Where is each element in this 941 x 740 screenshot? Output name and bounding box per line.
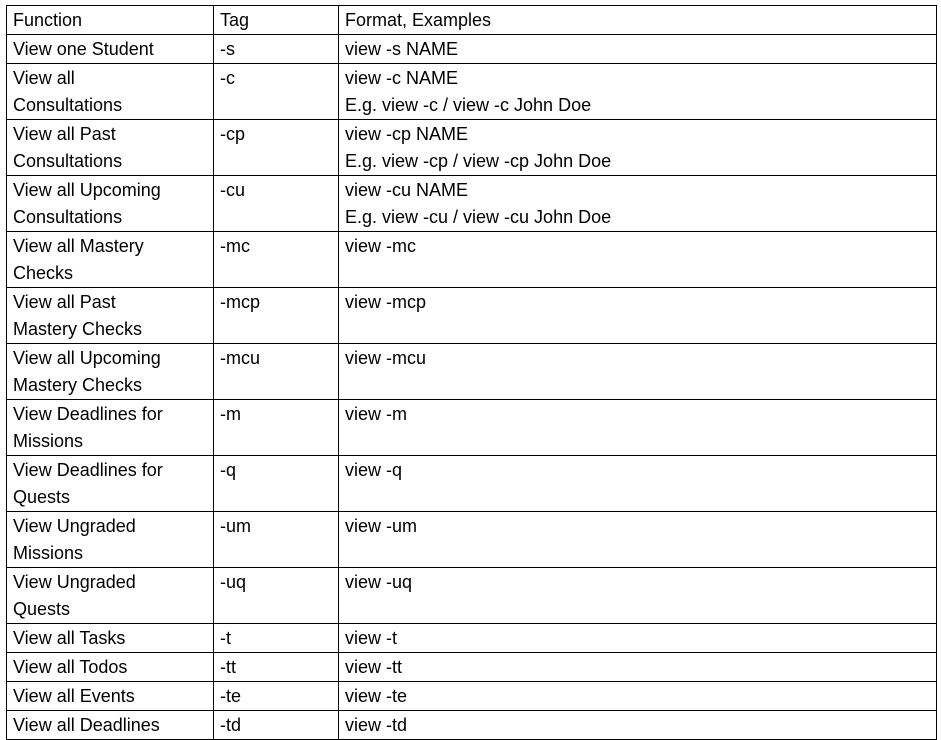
format-text: view -cu NAME <box>345 180 469 200</box>
table-row <box>7 512 937 568</box>
table-row <box>7 288 937 344</box>
format-text: view -s NAME <box>345 39 459 59</box>
function-text: View all Past <box>13 124 116 144</box>
format-text: view -c NAME <box>345 68 459 88</box>
format-cell <box>339 120 937 176</box>
function-cell <box>7 400 214 456</box>
table-row <box>7 711 937 740</box>
function-text: Quests <box>13 599 71 619</box>
tag-cell: -cu <box>214 176 339 232</box>
function-cell <box>7 456 214 512</box>
function-text: View all Todos <box>13 657 128 677</box>
function-text: View all Upcoming <box>13 180 161 200</box>
function-cell <box>7 232 214 288</box>
function-text: Mastery Checks <box>13 319 143 339</box>
function-cell <box>7 64 214 120</box>
table-row <box>7 653 937 682</box>
function-text: Missions <box>13 543 84 563</box>
function-text: Consultations <box>13 151 123 171</box>
format-text: view -td <box>345 715 408 735</box>
function-text: View all Upcoming <box>13 348 161 368</box>
function-text: View all Events <box>13 686 135 706</box>
tag-cell: -s <box>214 35 339 64</box>
table-row <box>7 456 937 512</box>
table-row <box>7 624 937 653</box>
format-cell <box>339 35 937 64</box>
function-cell <box>7 344 214 400</box>
function-cell <box>7 512 214 568</box>
function-text: Mastery Checks <box>13 375 143 395</box>
format-cell <box>339 400 937 456</box>
format-cell <box>339 176 937 232</box>
table-row <box>7 176 937 232</box>
function-cell <box>7 176 214 232</box>
table-body <box>7 35 937 740</box>
tag-cell: -te <box>214 682 339 711</box>
format-cell <box>339 344 937 400</box>
function-text: Checks <box>13 263 74 283</box>
format-text: view -uq <box>345 572 413 592</box>
function-cell <box>7 35 214 64</box>
format-text: view -q <box>345 460 403 480</box>
function-text: View Ungraded <box>13 516 136 536</box>
format-cell <box>339 288 937 344</box>
tag-cell: -q <box>214 456 339 512</box>
function-text: View all Past <box>13 292 116 312</box>
tag-cell: -tt <box>214 653 339 682</box>
table-row <box>7 232 937 288</box>
function-cell <box>7 568 214 624</box>
function-text: View all Mastery <box>13 236 144 256</box>
format-cell <box>339 682 937 711</box>
function-cell <box>7 288 214 344</box>
tag-cell: -uq <box>214 568 339 624</box>
table-row <box>7 400 937 456</box>
format-text: view -cp NAME <box>345 124 469 144</box>
function-text: View Ungraded <box>13 572 136 592</box>
tag-cell: -cp <box>214 120 339 176</box>
tag-cell: -mc <box>214 232 339 288</box>
header-function: Function <box>7 6 214 35</box>
header-tag: Tag <box>214 6 339 35</box>
format-text: view -mcp <box>345 292 427 312</box>
table-row <box>7 120 937 176</box>
function-text: Missions <box>13 431 84 451</box>
tag-cell: -m <box>214 400 339 456</box>
format-text: view -tt <box>345 657 403 677</box>
table-row <box>7 64 937 120</box>
command-table <box>6 5 937 740</box>
function-cell <box>7 682 214 711</box>
header-format: Format, Examples <box>339 6 937 35</box>
header-row <box>7 6 937 35</box>
function-text: View all Tasks <box>13 628 126 648</box>
function-text: View all Deadlines <box>13 715 160 735</box>
function-text: View all <box>13 68 75 88</box>
tag-cell: -c <box>214 64 339 120</box>
tag-cell: -td <box>214 711 339 740</box>
format-text: view -m <box>345 404 407 424</box>
tag-cell: -mcu <box>214 344 339 400</box>
function-cell <box>7 120 214 176</box>
tag-cell: -um <box>214 512 339 568</box>
format-text: view -mc <box>345 236 416 256</box>
function-text: Consultations <box>13 95 123 115</box>
example-text: E.g. view -cu / view -cu John Doe <box>345 207 612 227</box>
tag-cell: -t <box>214 624 339 653</box>
format-text: view -um <box>345 516 418 536</box>
table-row <box>7 568 937 624</box>
format-cell <box>339 456 937 512</box>
function-text: View one Student <box>13 39 154 59</box>
example-text: E.g. view -cp / view -cp John Doe <box>345 151 612 171</box>
format-cell <box>339 711 937 740</box>
function-cell <box>7 624 214 653</box>
format-text: view -te <box>345 686 408 706</box>
function-cell <box>7 711 214 740</box>
function-text: Consultations <box>13 207 123 227</box>
function-cell <box>7 653 214 682</box>
table-row <box>7 682 937 711</box>
format-cell <box>339 624 937 653</box>
table-row <box>7 344 937 400</box>
table-row <box>7 35 937 64</box>
format-cell <box>339 512 937 568</box>
example-text: E.g. view -c / view -c John Doe <box>345 95 592 115</box>
format-cell <box>339 568 937 624</box>
format-text: view -t <box>345 628 398 648</box>
format-cell <box>339 232 937 288</box>
function-text: Quests <box>13 487 71 507</box>
format-cell <box>339 64 937 120</box>
function-text: View Deadlines for <box>13 460 163 480</box>
tag-cell: -mcp <box>214 288 339 344</box>
format-text: view -mcu <box>345 348 427 368</box>
format-cell <box>339 653 937 682</box>
function-text: View Deadlines for <box>13 404 163 424</box>
